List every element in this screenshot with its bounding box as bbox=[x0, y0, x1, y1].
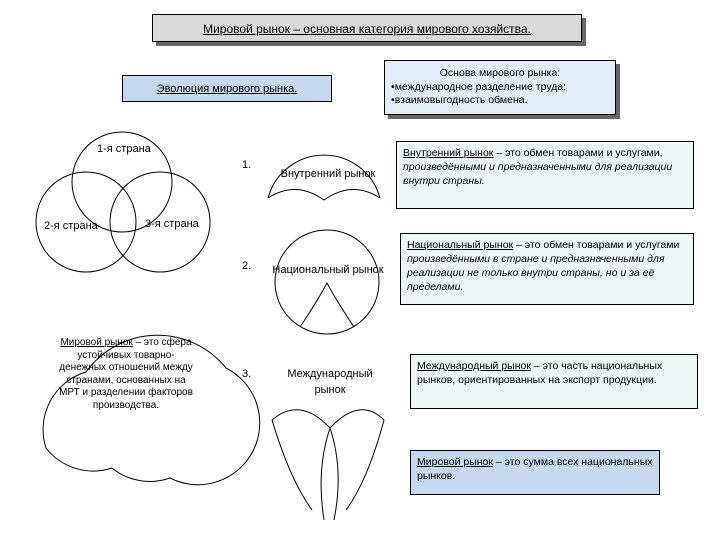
definition-term: Международный рынок bbox=[417, 360, 531, 372]
definition-text: – это обмен товарами и услугами bbox=[513, 239, 680, 251]
definition-national-market bbox=[400, 233, 694, 305]
definition-term: Национальный рынок bbox=[407, 239, 514, 251]
venn-label-country3: 3-я страна bbox=[145, 218, 199, 230]
definition-international-market bbox=[410, 354, 698, 409]
stage-number: 2. bbox=[242, 260, 252, 272]
stage-number: 3. bbox=[242, 368, 252, 380]
basis-heading: Основа мирового рынка: bbox=[439, 67, 561, 79]
title-text: Мировой рынок – основная категория мирового хозяйства. bbox=[203, 22, 531, 36]
evolution-label: Эволюция мирового рынка. bbox=[156, 83, 298, 95]
definition-inner-market bbox=[396, 141, 694, 209]
definition-term: Мировой рынок bbox=[417, 456, 493, 468]
venn-label-country2: 2-я страна bbox=[44, 220, 98, 232]
stage-label-international-market: Международный рынок bbox=[287, 368, 373, 396]
definition-term: Внутренний рынок bbox=[403, 147, 494, 159]
basis-item: •международное разделение труда; bbox=[391, 81, 567, 93]
world-market-text: – это сфера устойчивых товарно-денежных отношений между странами, основанных на МРТ и разделении факторов производства. bbox=[59, 337, 193, 411]
stage-number: 1. bbox=[242, 159, 252, 171]
basis-item-text: взаимовыгодность обмена. bbox=[394, 94, 528, 106]
stage-label-national-market: Национальный рынок bbox=[272, 264, 384, 276]
venn-label-country1: 1-я страна bbox=[97, 143, 151, 155]
national-market-shape bbox=[275, 230, 379, 334]
definition-text: – это сумма всех национальных рынков. bbox=[417, 456, 653, 482]
definition-italic-text: произведёнными в стране и предназначенными для реализации не только внутри страны, но и за её пределами. bbox=[407, 253, 665, 293]
international-market-shape bbox=[272, 410, 384, 520]
definition-text: – это обмен товарами и услугами, bbox=[493, 147, 663, 159]
basis-item-text: международное разделение труда; bbox=[394, 81, 567, 93]
basis-item: •взаимовыгодность обмена. bbox=[391, 94, 528, 106]
definition-world-market bbox=[410, 450, 660, 495]
stage-label-inner-market: Внутренний рынок bbox=[280, 168, 376, 180]
definition-text: – это часть национальных рынков, ориентированных на экспорт продукции. bbox=[417, 360, 663, 386]
definition-italic-text: произведёнными и предназначенными для реализации внутри страны. bbox=[403, 161, 673, 187]
world-market-term: Мировой рынок bbox=[60, 337, 133, 348]
world-market-definition bbox=[55, 337, 197, 412]
